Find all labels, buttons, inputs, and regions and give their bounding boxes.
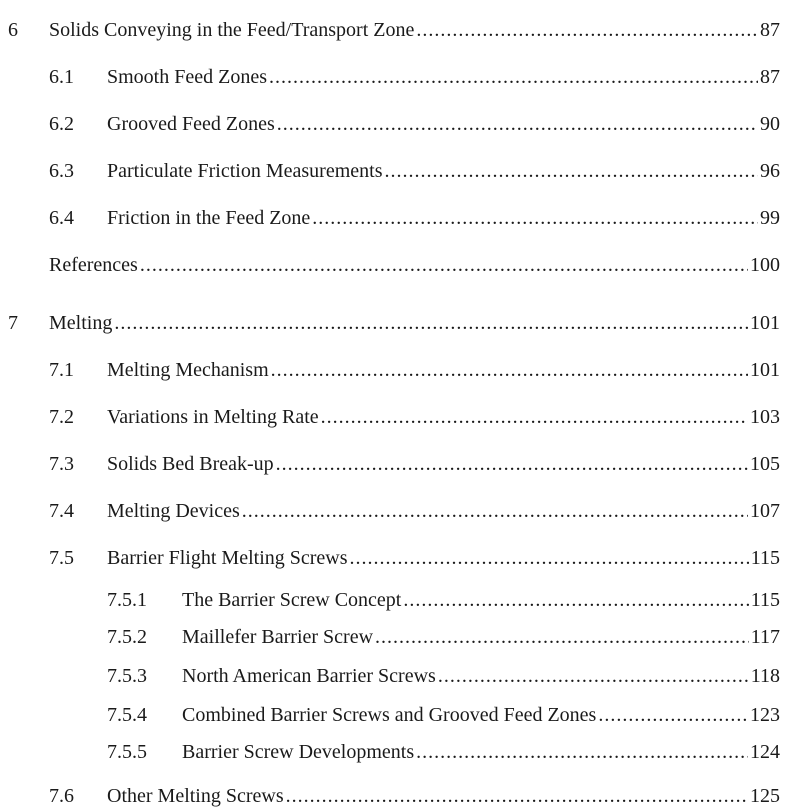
toc-page-number: 123 [750, 704, 780, 726]
toc-entry-section-7-5-2[interactable] [107, 625, 780, 649]
dot-leader [416, 18, 758, 42]
dot-leader [312, 206, 758, 230]
toc-entry-section-7-5-3[interactable] [107, 664, 780, 688]
toc-title: North American Barrier Screws [182, 665, 436, 687]
toc-title: Maillefer Barrier Screw [182, 626, 374, 648]
toc-title: Friction in the Feed Zone [107, 207, 311, 229]
toc-title: Combined Barrier Screws and Grooved Feed Zones [182, 704, 597, 726]
toc-number: 7.4 [49, 500, 74, 522]
toc-number: 7.1 [49, 359, 74, 381]
toc-title: Melting Mechanism [107, 359, 269, 381]
toc-entry-section-7-1[interactable] [49, 358, 780, 382]
toc-entry-section-6-1[interactable] [49, 65, 780, 89]
toc-entry-section-7-5-5[interactable] [107, 740, 780, 764]
dot-leader [598, 703, 748, 727]
toc-title: References [49, 254, 138, 276]
toc-entry-section-6-4[interactable] [49, 206, 780, 230]
dot-leader [375, 625, 749, 649]
dot-leader [350, 546, 749, 570]
toc-number: 7.2 [49, 406, 74, 428]
dot-leader [416, 740, 748, 764]
toc-title: Variations in Melting Rate [107, 406, 319, 428]
toc-entry-section-7-4[interactable] [49, 499, 780, 523]
toc-entry-section-7-3[interactable] [49, 452, 780, 476]
toc-number: 7 [8, 312, 18, 334]
toc-title: Melting Devices [107, 500, 240, 522]
toc-title: Other Melting Screws [107, 785, 284, 807]
toc-page-number: 100 [750, 254, 780, 276]
toc-title: Melting [49, 312, 113, 334]
toc-title: Smooth Feed Zones [107, 66, 267, 88]
toc-page-number: 115 [750, 589, 780, 611]
toc-number: 7.5.2 [107, 626, 147, 648]
toc-page-number: 99 [760, 207, 780, 229]
dot-leader [286, 784, 748, 808]
dot-leader [269, 65, 758, 89]
dot-leader [276, 452, 748, 476]
toc-page-number: 87 [760, 19, 780, 41]
toc-number: 6 [8, 19, 18, 41]
toc-page-number: 101 [750, 312, 780, 334]
toc-entry-section-7-5-1[interactable] [107, 588, 780, 612]
dot-leader [140, 253, 748, 277]
toc-number: 7.5.3 [107, 665, 147, 687]
toc-number: 6.3 [49, 160, 74, 182]
dot-leader [321, 405, 748, 429]
toc-page-number: 124 [750, 741, 780, 763]
toc-page-number: 115 [750, 547, 780, 569]
dot-leader [271, 358, 748, 382]
dot-leader [438, 664, 749, 688]
toc-title: The Barrier Screw Concept [182, 589, 402, 611]
toc-title: Solids Conveying in the Feed/Transport Zone [49, 19, 415, 41]
dot-leader [114, 311, 748, 335]
toc-entry-section-7-2[interactable] [49, 405, 780, 429]
toc-entry-section-7-6[interactable] [49, 784, 780, 808]
toc-number: 6.1 [49, 66, 74, 88]
toc-entry-section-6-3[interactable] [49, 159, 780, 183]
dot-leader [403, 588, 748, 612]
toc-page-number: 117 [750, 626, 780, 648]
toc-page-number: 87 [760, 66, 780, 88]
toc-page-number: 105 [750, 453, 780, 475]
toc-number: 7.5 [49, 547, 74, 569]
toc-page-number: 101 [750, 359, 780, 381]
toc-page-number: 125 [750, 785, 780, 807]
dot-leader [277, 112, 758, 136]
toc-page-number: 103 [750, 406, 780, 428]
dot-leader [242, 499, 748, 523]
toc-title: Barrier Screw Developments [182, 741, 415, 763]
toc-number: 7.5.4 [107, 704, 147, 726]
toc-number: 7.5.5 [107, 741, 147, 763]
toc-title: Grooved Feed Zones [107, 113, 275, 135]
toc-number: 7.6 [49, 785, 74, 807]
dot-leader [384, 159, 758, 183]
toc-entry-section-6-2[interactable] [49, 112, 780, 136]
toc-entry-section-7-5-4[interactable] [107, 703, 780, 727]
toc-page-number: 107 [750, 500, 780, 522]
toc-entry-references-6[interactable] [49, 253, 780, 277]
toc-entry-chapter-6[interactable] [8, 18, 780, 42]
toc-page-number: 118 [750, 665, 780, 687]
toc-number: 6.2 [49, 113, 74, 135]
toc-page-number: 90 [760, 113, 780, 135]
toc-number: 7.3 [49, 453, 74, 475]
toc-title: Solids Bed Break-up [107, 453, 274, 475]
toc-page-number: 96 [760, 160, 780, 182]
toc-number: 6.4 [49, 207, 74, 229]
toc-number: 7.5.1 [107, 589, 147, 611]
toc-entry-chapter-7[interactable] [8, 311, 780, 335]
toc-entry-section-7-5[interactable] [49, 546, 780, 570]
toc-title: Barrier Flight Melting Screws [107, 547, 348, 569]
toc-title: Particulate Friction Measurements [107, 160, 383, 182]
